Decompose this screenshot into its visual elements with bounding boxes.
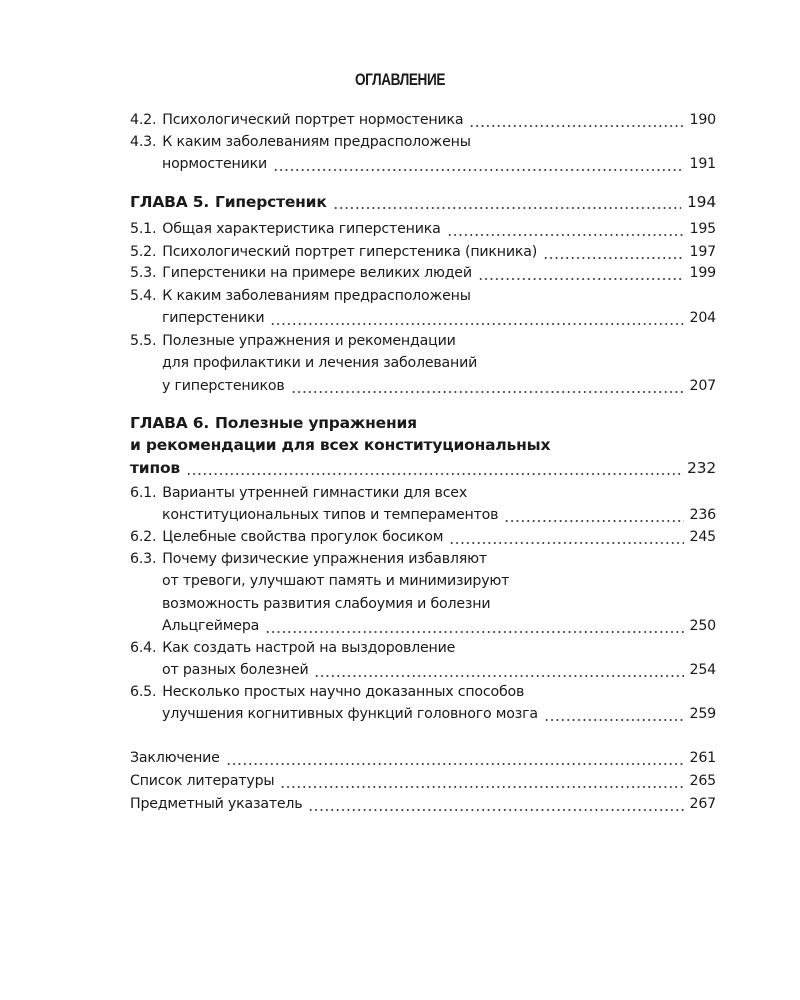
page-number: 265 xyxy=(689,773,716,789)
entry-title: Предметный указатель xyxy=(130,796,303,812)
entry-number: 4.3. xyxy=(130,134,157,150)
entry-title: Несколько простых научно доказанных способов xyxy=(162,684,525,700)
leader-dots xyxy=(544,703,684,725)
page-number: 195 xyxy=(689,221,716,237)
entry-number: 6.5. xyxy=(130,684,157,700)
leader-dots xyxy=(273,153,683,175)
entry-title: нормостеники xyxy=(162,156,268,173)
entry-title: Список литературы xyxy=(130,773,275,789)
leader-dots xyxy=(291,375,684,397)
toc-entry-line xyxy=(130,593,716,615)
toc-entry-line xyxy=(130,307,716,329)
page-number: 197 xyxy=(689,244,716,260)
toc-chapter[interactable] xyxy=(130,412,716,479)
leader-dots xyxy=(543,241,683,263)
toc-entry-line xyxy=(130,285,716,307)
leader-dots xyxy=(308,793,683,815)
entry-title: от тревоги, улучшают память и минимизируют xyxy=(162,573,510,590)
page-number: 267 xyxy=(689,796,716,812)
page-number: 191 xyxy=(689,156,716,173)
page-number: 232 xyxy=(687,458,716,477)
page-number: 190 xyxy=(689,112,716,128)
leader-dots xyxy=(447,218,684,240)
entry-number: 5.4. xyxy=(130,288,157,304)
toc-entry-line xyxy=(130,703,716,725)
entry-title: Целебные свойства прогулок босиком xyxy=(162,529,444,545)
entry-title: от разных болезней xyxy=(162,662,309,679)
toc-entry-line xyxy=(130,504,716,526)
toc-entry[interactable] xyxy=(130,637,716,682)
entry-title: Психологический портрет гиперстеника (пикника) xyxy=(162,244,538,260)
toc-entry-line xyxy=(130,262,716,284)
entry-title: Почему физические упражнения избавляют xyxy=(162,551,487,567)
page-number: 259 xyxy=(689,706,716,723)
page-title: ОГЛАВЛЕНИЕ xyxy=(354,70,446,89)
entry-number: 5.5. xyxy=(130,333,157,349)
toc-entry-line xyxy=(130,747,716,769)
toc-entry-line xyxy=(130,793,716,815)
toc-entry-line xyxy=(130,615,716,637)
entry-title: конституциональных типов и темпераментов xyxy=(162,507,499,524)
toc-entry-line xyxy=(130,548,716,570)
leader-dots xyxy=(226,747,684,769)
toc-chapter[interactable] xyxy=(130,191,716,213)
toc-entry[interactable] xyxy=(130,285,716,330)
leader-dots xyxy=(186,457,681,479)
toc-entry-line xyxy=(130,352,716,374)
entry-title: Заключение xyxy=(130,750,220,766)
toc-entry-line xyxy=(130,637,716,659)
toc-entry-line xyxy=(130,131,716,153)
page-number: 194 xyxy=(687,193,716,211)
toc-entry-line xyxy=(130,434,716,456)
toc-entry-line xyxy=(130,770,716,792)
entry-title: Гиперстеник xyxy=(215,193,327,211)
entry-title: Гиперстеники на примере великих людей xyxy=(162,265,472,281)
entry-title: улучшения когнитивных функций головного мозга xyxy=(162,706,538,723)
toc-entry[interactable] xyxy=(130,747,716,769)
entry-number: 6.4. xyxy=(130,640,157,656)
page-number: 245 xyxy=(689,529,716,545)
toc-entry-line xyxy=(130,526,716,548)
toc-entry-line xyxy=(130,241,716,263)
toc-entry-line xyxy=(130,218,716,240)
toc-entry[interactable] xyxy=(130,482,716,527)
entry-number: 6.2. xyxy=(130,529,157,545)
toc-entry-line xyxy=(130,681,716,703)
entry-number: 5.2. xyxy=(130,244,157,260)
entry-number: 6.1. xyxy=(130,485,157,501)
toc-entry-line xyxy=(130,412,716,434)
leader-dots xyxy=(333,191,681,213)
page-number: 236 xyxy=(689,507,716,524)
entry-title: Как создать настрой на выздоровление xyxy=(162,640,456,656)
toc-entry-line xyxy=(130,482,716,504)
entry-title: возможность развития слабоумия и болезни xyxy=(162,595,491,612)
leader-dots xyxy=(469,109,683,131)
leader-dots xyxy=(270,307,683,329)
entry-title: для профилактики и лечения заболеваний xyxy=(162,355,478,372)
toc-entry[interactable] xyxy=(130,681,716,726)
entry-number: 5.3. xyxy=(130,265,157,281)
entry-title: Полезные упражнения xyxy=(215,414,417,432)
toc-entry-line xyxy=(130,109,716,131)
entry-title: Психологический портрет нормостеника xyxy=(162,112,464,128)
toc-entry[interactable] xyxy=(130,262,716,284)
toc-entry-line xyxy=(130,375,716,397)
toc-entry[interactable] xyxy=(130,793,716,815)
entry-title: и рекомендации для всех конституциональных xyxy=(130,436,551,455)
entry-title: типов xyxy=(130,458,181,477)
page-number: 199 xyxy=(689,265,716,281)
leader-dots xyxy=(449,526,683,548)
entry-number: 6.3. xyxy=(130,551,157,567)
toc-entry[interactable] xyxy=(130,330,716,397)
leader-dots xyxy=(478,262,684,284)
leader-dots xyxy=(504,504,683,526)
toc-entry-line xyxy=(130,457,716,479)
toc-entry[interactable] xyxy=(130,109,716,131)
entry-title: К каким заболеваниям предрасположены xyxy=(162,288,471,304)
entry-number: ГЛАВА 6. xyxy=(130,414,210,432)
toc-entry[interactable] xyxy=(130,770,716,792)
toc-entry-line xyxy=(130,191,716,213)
entry-title: Варианты утренней гимнастики для всех xyxy=(162,485,468,501)
toc-entry[interactable] xyxy=(130,131,716,176)
entry-title: Полезные упражнения и рекомендации xyxy=(162,333,456,349)
toc-entry[interactable] xyxy=(130,241,716,263)
entry-title: Альцгеймера xyxy=(162,617,260,634)
leader-dots xyxy=(265,615,683,637)
page-number: 261 xyxy=(689,750,716,766)
page-number: 250 xyxy=(689,617,716,634)
entry-number: ГЛАВА 5. xyxy=(130,193,210,211)
toc-entry[interactable] xyxy=(130,548,716,637)
entry-number: 5.1. xyxy=(130,221,157,237)
toc-entry-line xyxy=(130,659,716,681)
leader-dots xyxy=(280,770,683,792)
page-number: 254 xyxy=(689,662,716,679)
toc-entry[interactable] xyxy=(130,218,716,240)
entry-title: Общая характеристика гиперстеника xyxy=(162,221,441,237)
toc-entry-line xyxy=(130,570,716,592)
entry-number: 4.2. xyxy=(130,112,157,128)
leader-dots xyxy=(314,659,683,681)
entry-title: у гиперстеников xyxy=(162,377,285,394)
toc-entry-line xyxy=(130,153,716,175)
page-number: 207 xyxy=(689,377,716,394)
entry-title: К каким заболеваниям предрасположены xyxy=(162,134,471,150)
toc-entry-line xyxy=(130,330,716,352)
page-number: 204 xyxy=(689,310,716,327)
entry-title: гиперстеники xyxy=(162,310,265,327)
toc-entry[interactable] xyxy=(130,526,716,548)
